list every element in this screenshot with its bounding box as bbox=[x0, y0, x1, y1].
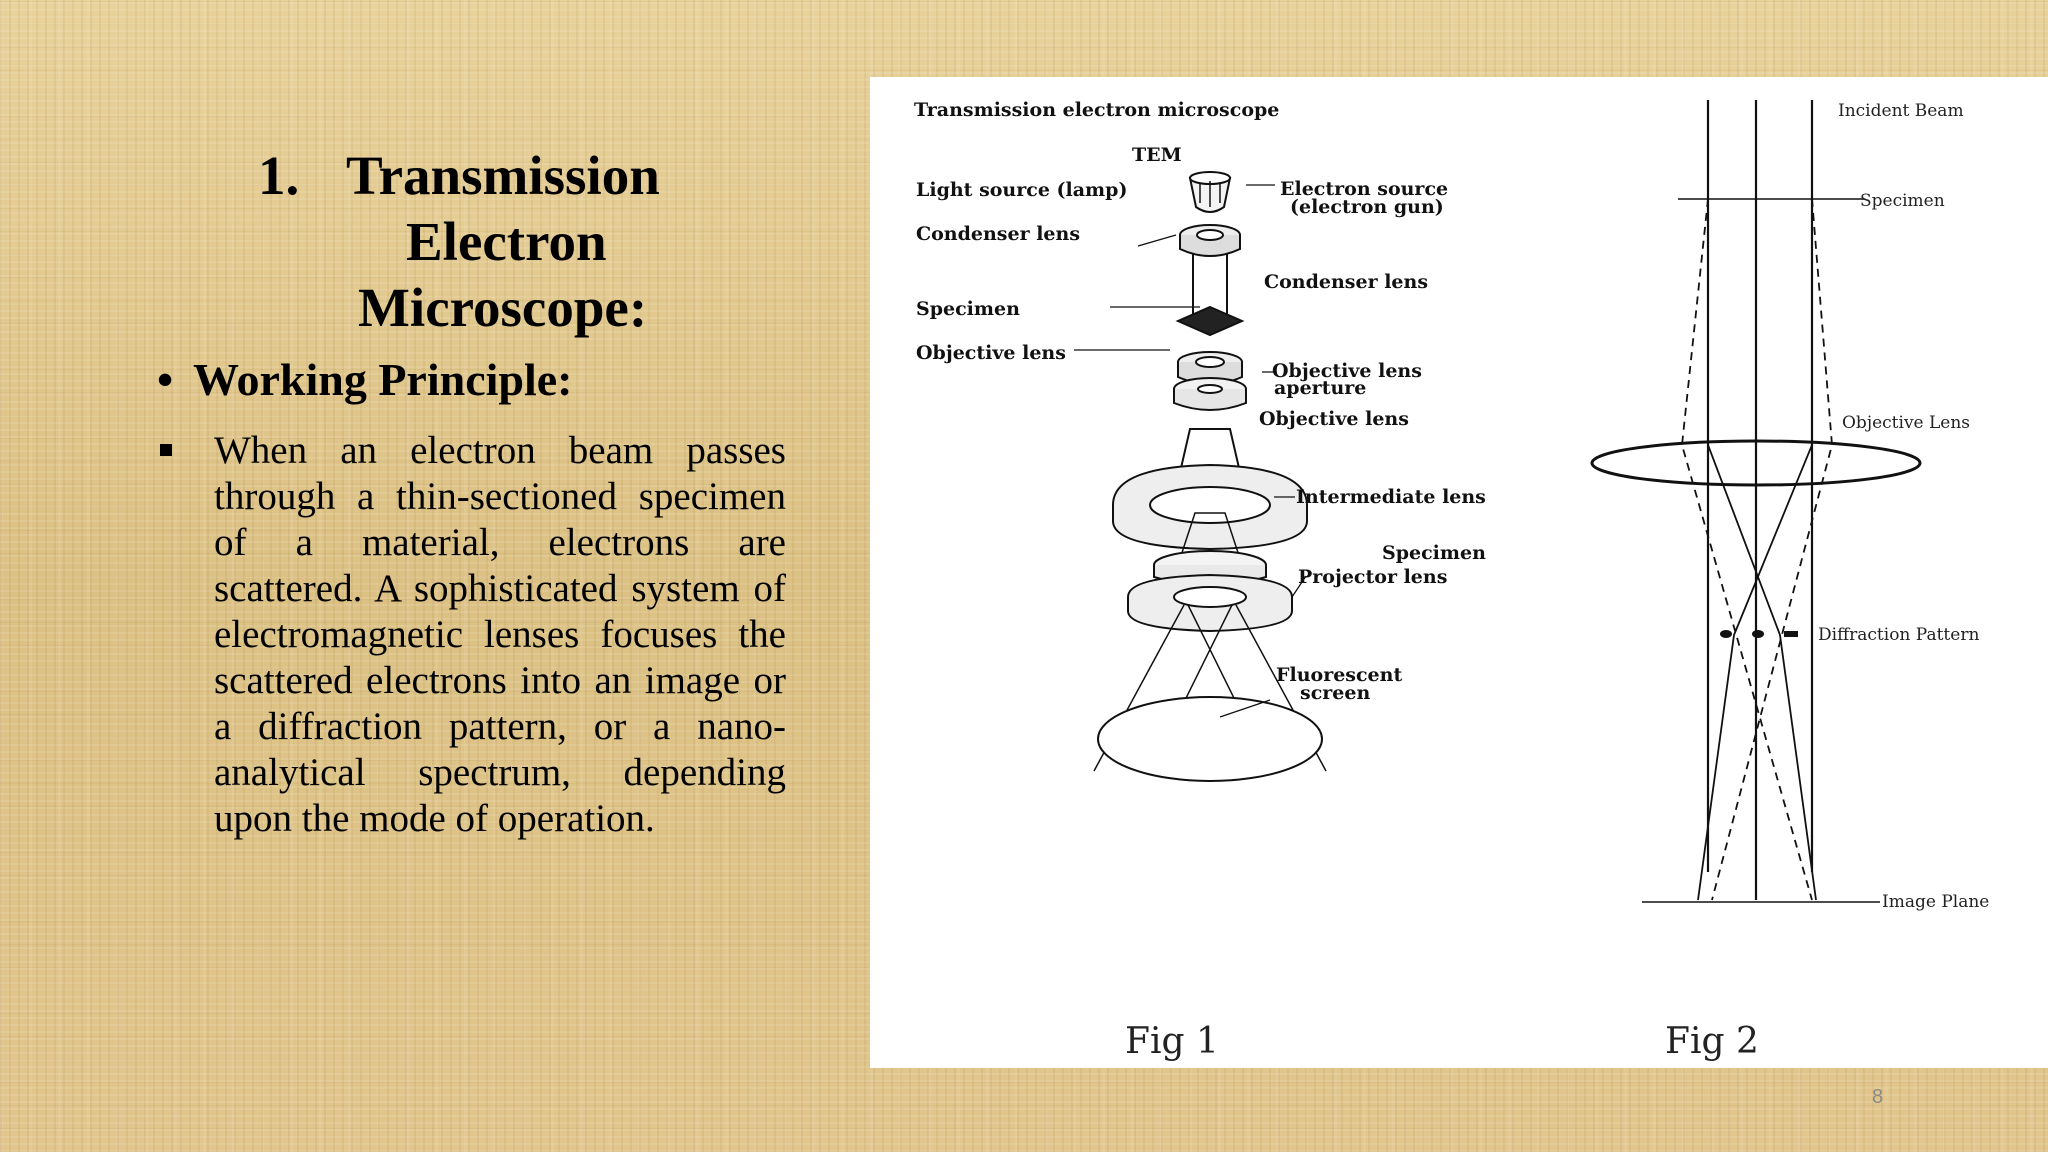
fig2-incident-beam-label: Incident Beam bbox=[1838, 101, 1964, 121]
fig1-specimen-right: Specimen bbox=[1382, 542, 1486, 564]
fig2-diffraction-label: Diffraction Pattern bbox=[1818, 625, 1980, 645]
fig2-caption: Fig 2 bbox=[1665, 1021, 1759, 1062]
fig1-diagram bbox=[1074, 172, 1326, 781]
subheading bbox=[157, 352, 573, 408]
fig2-incident-beam bbox=[1708, 100, 1812, 900]
title-number: 1. bbox=[258, 145, 300, 206]
subheading-text: Working Principle: bbox=[193, 354, 573, 405]
tem-diagrams bbox=[870, 77, 2048, 1068]
fig2-labels bbox=[1818, 101, 1989, 912]
square-bullet-icon bbox=[160, 444, 172, 456]
fig1-caption: Fig 1 bbox=[1125, 1021, 1219, 1062]
fig1-intermediate-lens: Intermediate lens bbox=[1296, 486, 1486, 508]
fig1-condenser-right: Condenser lens bbox=[1264, 271, 1429, 293]
fig1-objective-right: Objective lens bbox=[1259, 408, 1409, 430]
fig2-diffraction-dots bbox=[1720, 630, 1798, 638]
fig1-objective-left: Objective lens bbox=[916, 342, 1066, 364]
fig2-image-plane-label: Image Plane bbox=[1882, 892, 1990, 912]
body-paragraph: When an electron beam passes through a thin-sectioned specimen of a material, electrons are scattered. A sophisticated system of electromagnetic lenses focuses the scattered electrons into an image or a diffraction pattern, or a nano-analytical spectrum, depending upon the mode of operation. bbox=[214, 429, 786, 840]
title-line-3: Microscope: bbox=[358, 277, 648, 338]
fig1-objective-aperture-1: Objective lens bbox=[1272, 360, 1422, 382]
fig2-diagram bbox=[1592, 100, 1920, 902]
fig1-fluorescent-2: screen bbox=[1300, 682, 1371, 704]
title-line-1: Transmission bbox=[346, 145, 660, 206]
fluorescent-screen bbox=[1098, 697, 1322, 781]
fig1-light-source: Light source (lamp) bbox=[916, 179, 1128, 201]
fig1-tem-label: TEM bbox=[1132, 144, 1182, 166]
subheading-bullet-icon: • bbox=[157, 354, 174, 405]
fig1-electron-source-2: (electron gun) bbox=[1290, 196, 1444, 218]
fig1-fluorescent-1: Fluorescent bbox=[1276, 664, 1403, 686]
page-number: 8 bbox=[1872, 1086, 1884, 1108]
fig1-heading: Transmission electron microscope bbox=[914, 99, 1280, 121]
figure-panel bbox=[870, 77, 2048, 1068]
specimen-plate bbox=[1178, 307, 1242, 335]
fig2-specimen-label: Specimen bbox=[1860, 191, 1945, 211]
title-line-2: Electron bbox=[406, 211, 607, 272]
fig1-objective-aperture-2: aperture bbox=[1274, 377, 1367, 399]
fig1-electron-source-1: Electron source bbox=[1280, 178, 1449, 200]
fig1-projector-lens: Projector lens bbox=[1298, 566, 1448, 588]
fig2-objective-lens-label: Objective Lens bbox=[1842, 413, 1971, 433]
fig1-specimen-left: Specimen bbox=[916, 298, 1020, 320]
fig1-condenser-left: Condenser lens bbox=[916, 223, 1081, 245]
